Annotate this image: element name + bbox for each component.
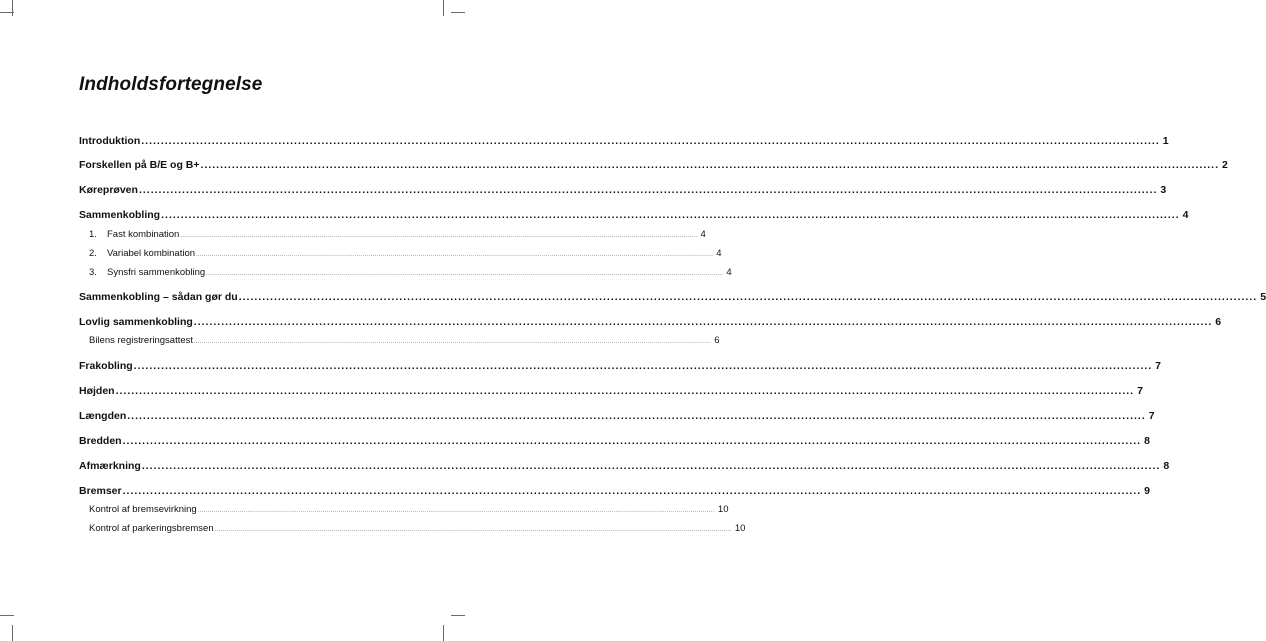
toc-subentry[interactable]	[89, 335, 720, 353]
toc-entry-label	[89, 248, 195, 259]
toc-entry-page: 7	[1155, 360, 1161, 372]
toc-leader-dots: ....................................................................................................................................................................................................................................................................	[115, 385, 1135, 397]
toc-entry-label: Sammenkobling	[79, 209, 161, 221]
toc-entry-number: 1.	[89, 229, 97, 240]
toc-entry-label: Bremser	[79, 485, 122, 497]
toc-entry-page: 10	[734, 523, 746, 534]
crop-mark	[443, 0, 444, 16]
toc-entry[interactable]	[79, 460, 1170, 478]
toc-leader-dots: ....................................................................................................................................................................................................................................................................	[200, 159, 1219, 171]
toc-entry-page: 6	[714, 335, 720, 346]
toc-entry-page: 7	[1137, 385, 1143, 397]
toc-entry-page: 5	[1260, 291, 1266, 303]
toc-entry[interactable]	[79, 291, 1266, 309]
toc-entry-text: Fast kombination	[107, 229, 180, 240]
toc-entry-number: 3.	[89, 267, 97, 278]
toc-entry[interactable]	[79, 159, 1228, 177]
toc-leader-dots: ....................................................................................................................................................................................................................................................................	[193, 316, 1213, 328]
toc-entry-number: 2.	[89, 248, 97, 259]
toc-entry-label	[89, 267, 205, 278]
toc-entry-page: 4	[716, 248, 722, 259]
toc-leader-dots: ....................................................................................................................................................................................................................................................................	[197, 508, 715, 514]
toc-entry-page: 10	[717, 504, 729, 515]
toc-leader-dots: ....................................................................................................................................................................................................................................................................	[194, 339, 712, 345]
toc-entry-page: 8	[1144, 435, 1150, 447]
toc-leader-dots: ....................................................................................................................................................................................................................................................................	[141, 135, 1160, 147]
toc-entry[interactable]	[79, 184, 1167, 202]
toc-entry-label: Afmærkning	[79, 460, 141, 472]
toc-entry-page: 2	[1221, 159, 1228, 171]
toc-entry-label: Introduktion	[79, 135, 141, 147]
toc-entry-label: Bilens registreringsattest	[89, 335, 194, 346]
toc-entry-label: Sammenkobling – sådan gør du	[79, 291, 238, 303]
toc-entry-label: Bredden	[79, 435, 122, 447]
toc-entry-label	[89, 229, 179, 240]
toc-leader-dots: ....................................................................................................................................................................................................................................................................	[180, 233, 698, 239]
page-title: Indholdsfortegnelse	[79, 74, 263, 95]
crop-mark	[12, 625, 13, 641]
toc-entry-label: Kontrol af bremsevirkning	[89, 504, 197, 515]
crop-mark	[0, 615, 14, 616]
toc-entry[interactable]	[79, 485, 1150, 503]
crop-mark	[451, 615, 465, 616]
toc-subentry[interactable]	[89, 248, 722, 266]
toc-leader-dots: ....................................................................................................................................................................................................................................................................	[127, 410, 1146, 422]
toc-entry-text: Synsfri sammenkobling	[107, 267, 206, 278]
toc-entry-page: 7	[1148, 410, 1155, 422]
toc-entry-page: 4	[726, 267, 732, 278]
toc-entry[interactable]	[79, 360, 1161, 378]
toc-entry[interactable]	[79, 135, 1169, 153]
toc-subentry[interactable]	[89, 504, 729, 522]
toc-leader-dots: ....................................................................................................................................................................................................................................................................	[122, 435, 1142, 447]
toc-entry-page: 4	[700, 229, 706, 240]
toc-leader-dots: ....................................................................................................................................................................................................................................................................	[138, 184, 1158, 196]
toc-entry-page: 3	[1160, 184, 1167, 196]
toc-entry-label: Længden	[79, 410, 127, 422]
crop-mark	[443, 625, 444, 641]
toc-leader-dots: ....................................................................................................................................................................................................................................................................	[122, 485, 1142, 497]
toc-leader-dots: ....................................................................................................................................................................................................................................................................	[214, 527, 732, 533]
toc-subentry[interactable]	[89, 229, 706, 247]
crop-mark	[451, 12, 465, 13]
toc-entry-label: Kontrol af parkeringsbremsen	[89, 523, 214, 534]
toc-subentry[interactable]	[89, 523, 746, 541]
toc-entry-page: 9	[1144, 485, 1150, 497]
toc-entry-label: Køreprøven	[79, 184, 138, 196]
toc-entry[interactable]	[79, 209, 1189, 227]
toc-leader-dots: ....................................................................................................................................................................................................................................................................	[133, 360, 1153, 372]
toc-entry-page: 8	[1163, 460, 1170, 472]
crop-mark	[0, 12, 14, 13]
toc-entry[interactable]	[79, 385, 1143, 403]
toc-leader-dots: ....................................................................................................................................................................................................................................................................	[141, 460, 1161, 472]
toc-entry-label: Højden	[79, 385, 115, 397]
toc-entry[interactable]	[79, 410, 1155, 428]
toc-subentry[interactable]	[89, 267, 732, 285]
toc-entry[interactable]	[79, 316, 1222, 334]
toc-leader-dots: ....................................................................................................................................................................................................................................................................	[161, 209, 1180, 221]
toc-entry-text: Variabel kombination	[107, 248, 196, 259]
toc-entry-page: 4	[1182, 209, 1189, 221]
toc-leader-dots: ....................................................................................................................................................................................................................................................................	[206, 271, 724, 277]
toc-leader-dots: ....................................................................................................................................................................................................................................................................	[196, 252, 714, 258]
toc-entry-page: 1	[1162, 135, 1169, 147]
toc-entry-page: 6	[1215, 316, 1222, 328]
toc-entry-label: Lovlig sammenkobling	[79, 316, 193, 328]
crop-mark	[12, 0, 13, 16]
toc-entry-label: Frakobling	[79, 360, 133, 372]
toc-leader-dots: ....................................................................................................................................................................................................................................................................	[238, 291, 1258, 303]
toc-entry[interactable]	[79, 435, 1150, 453]
toc-entry-label: Forskellen på B/E og B+	[79, 159, 200, 171]
